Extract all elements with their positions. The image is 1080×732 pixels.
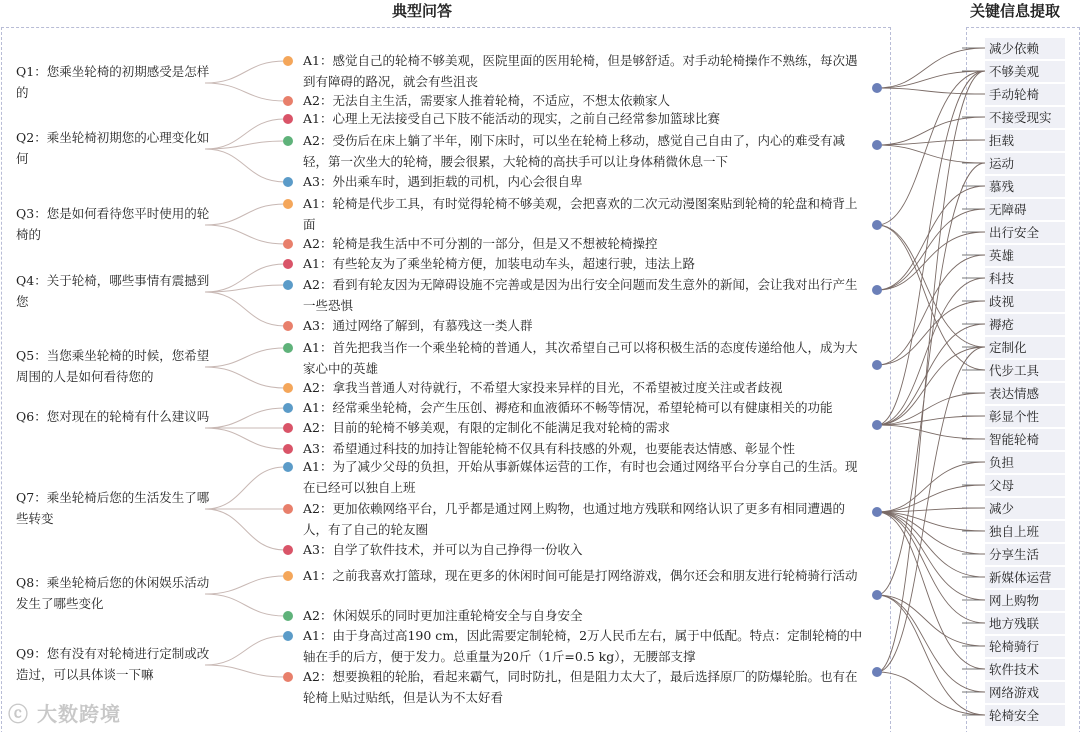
keyword-item: 无障碍 [985, 199, 1065, 220]
answer-text: A2：目前的轮椅不够美观，有限的定制化不能满足我对轮椅的需求 [303, 420, 670, 435]
keyword-item: 定制化 [985, 337, 1065, 358]
keyword-item: 运动 [985, 153, 1065, 174]
keyword-item: 轮椅骑行 [985, 636, 1065, 657]
question-answer-link [205, 428, 285, 449]
question-answer-link [205, 576, 285, 594]
question-text: Q4：关于轮椅，哪些事情有震撼到您 [16, 273, 210, 309]
keyword-item: 网络游戏 [985, 682, 1065, 703]
node-keyword-link [877, 512, 985, 600]
question-text: Q7：乘坐轮椅后您的生活发生了哪些转变 [16, 490, 210, 526]
answer-dot [283, 672, 293, 682]
answer-dot [283, 423, 293, 433]
question-node-dot [872, 667, 882, 677]
keyword-item: 减少 [985, 498, 1065, 519]
question-answer-link [205, 408, 285, 428]
answer-dot [283, 611, 293, 621]
answer-text: A1：首先把我当作一个乘坐轮椅的普通人，其次希望自己可以将积极生活的态度传递给他人，成为大家心中的英雄 [303, 340, 858, 376]
keyword-item: 不够美观 [985, 61, 1065, 82]
answer-text: A1：之前我喜欢打篮球，现在更多的休闲时间可能是打网络游戏，偶尔还会和朋友进行轮椅骑行活动 [303, 568, 858, 583]
keyword-item: 减少依赖 [985, 38, 1065, 59]
answer-dot [283, 177, 293, 187]
keyword-item: 轮椅安全 [985, 705, 1065, 726]
question-node-dot [872, 590, 882, 600]
keyword-item: 软件技术 [985, 659, 1065, 680]
answer-dot [283, 199, 293, 209]
keyword-item: 科技 [985, 268, 1065, 289]
answer-dot [283, 403, 293, 413]
answer-dot [283, 383, 293, 393]
node-keyword-link [877, 186, 985, 290]
answer-dot [283, 259, 293, 269]
left-title: 典型问答 [392, 2, 453, 20]
answer-dot [283, 545, 293, 555]
node-keyword-link [877, 71, 985, 672]
question-answer-link [205, 509, 285, 550]
question-text: Q3：您是如何看待您平时使用的轮椅的 [16, 206, 210, 242]
question-answer-link [205, 264, 285, 292]
node-keyword-link [877, 512, 985, 554]
question-text: Q5：当您乘坐轮椅的时候，您希望周围的人是如何看待您的 [16, 348, 210, 384]
question-node-dot [872, 360, 882, 370]
keyword-item: 出行安全 [985, 222, 1065, 243]
answer-text: A2：受伤后在床上躺了半年，刚下床时，可以坐在轮椅上移动，感觉自己自由了，内心的难受有减轻，第一次坐大的轮椅，腰会很累，大轮椅的高扶手可以让身体稍微休息一下 [303, 133, 845, 169]
question-text: Q9：您有没有对轮椅进行定制或改造过，可以具体谈一下嘛 [16, 646, 210, 682]
question-node-dot [872, 285, 882, 295]
answer-dot [283, 136, 293, 146]
keyword-item: 慕残 [985, 176, 1065, 197]
node-keyword-link [877, 512, 985, 623]
answer-text: A2：拿我当普通人对待就行，不希望大家投来异样的目光，不希望被过度关注或者歧视 [303, 380, 783, 395]
keyword-item: 独自上班 [985, 521, 1065, 542]
question-answer-link [205, 149, 285, 182]
answer-dot [283, 280, 293, 290]
node-keyword-link [877, 301, 985, 365]
keyword-item: 表达情感 [985, 383, 1065, 404]
question-node-dot [872, 507, 882, 517]
keyword-item: 父母 [985, 475, 1065, 496]
question-answer-link [205, 204, 285, 225]
node-keyword-link [877, 672, 985, 715]
question-answer-link [205, 367, 285, 388]
question-node-dot [872, 220, 882, 230]
answer-text: A2：轮椅是我生活中不可分割的一部分，但是又不想被轮椅操控 [303, 236, 658, 251]
keyword-item: 代步工具 [985, 360, 1065, 381]
keyword-item: 手动轮椅 [985, 84, 1065, 105]
node-keyword-link [877, 232, 985, 290]
answer-dot [283, 239, 293, 249]
answer-text: A1：经常乘坐轮椅，会产生压创、褥疮和血液循环不畅等情况，希望轮椅可以有健康相关的功能 [303, 400, 833, 415]
keyword-item: 英雄 [985, 245, 1065, 266]
question-answer-link [205, 467, 285, 509]
question-node-dot [872, 140, 882, 150]
node-keyword-link [877, 140, 985, 145]
keyword-item: 负担 [985, 452, 1065, 473]
answer-dot [283, 114, 293, 124]
answer-dot [283, 444, 293, 454]
answer-text: A3：自学了软件技术，并可以为自己挣得一份收入 [303, 542, 583, 557]
question-node-dot [872, 420, 882, 430]
answer-dot [283, 631, 293, 641]
keyword-item: 分享生活 [985, 544, 1065, 565]
question-answer-link [205, 348, 285, 367]
watermark-logo: ⓒ 大数跨境 [8, 702, 121, 726]
question-answer-link [205, 292, 285, 326]
keyword-item: 不接受现实 [985, 107, 1065, 128]
question-node-dot [872, 83, 882, 93]
answer-text: A3：外出乘车时，遇到拒载的司机，内心会很自卑 [303, 174, 583, 189]
right-title: 关键信息提取 [970, 2, 1061, 20]
node-keyword-link [877, 145, 985, 163]
question-answer-link [205, 225, 285, 244]
node-keyword-link [877, 71, 985, 88]
question-answer-link [205, 636, 285, 665]
answer-dot [283, 343, 293, 353]
node-keyword-link [877, 117, 985, 145]
answer-text: A2：想要换粗的轮胎，看起来霸气，同时防扎，但是阻力太大了，最后选择原厂的防爆轮胎。也有在轮椅上贴过贴纸，但是认为不太好看 [303, 669, 858, 705]
keyword-item: 网上购物 [985, 590, 1065, 611]
answer-dot [283, 96, 293, 106]
answer-dot [283, 504, 293, 514]
answer-text: A1：为了减少父母的负担，开始从事新媒体运营的工作，有时也会通过网络平台分享自己的生活。现在已经可以独自上班 [303, 459, 858, 495]
question-text: Q1：您乘坐轮椅的初期感受是怎样的 [16, 64, 210, 100]
keyword-item: 智能轮椅 [985, 429, 1065, 450]
answer-text: A1：由于身高过高190 cm，因此需要定制轮椅，2万人民币左右，属于中低配。特点：定制轮椅的中轴在手的后方，便于发力。总重量为20斤（1斤=0.5 kg），无腰部支撑 [303, 628, 863, 664]
node-keyword-link [877, 425, 985, 439]
answer-dot [283, 462, 293, 472]
node-keyword-link [877, 225, 985, 370]
keyword-item: 拒载 [985, 130, 1065, 151]
answer-text: A2：更加依赖网络平台，几乎都是通过网上购物，也通过地方残联和网络认识了更多有相同遭遇的人，有了自己的轮友圈 [303, 501, 845, 537]
answer-text: A1：轮椅是代步工具，有时觉得轮椅不够美观，会把喜欢的二次元动漫图案贴到轮椅的轮盘和椅背上面 [303, 196, 858, 232]
keyword-item: 地方残联 [985, 613, 1065, 634]
node-keyword-link [877, 512, 985, 577]
question-answer-link [205, 83, 285, 101]
node-keyword-link [877, 48, 985, 88]
question-text: Q6：您对现在的轮椅有什么建议吗 [16, 409, 210, 424]
node-keyword-link [877, 462, 985, 512]
answer-text: A1：感觉自己的轮椅不够美观，医院里面的医用轮椅，但是够舒适。对手动轮椅操作不熟练，每次遇到有障碍的路况，就会有些沮丧 [303, 53, 858, 89]
answer-text: A2：休闲娱乐的同时更加注重轮椅安全与自身安全 [303, 608, 583, 623]
question-answer-link [205, 61, 285, 83]
question-text: Q8：乘坐轮椅后您的休闲娱乐活动发生了哪些变化 [16, 575, 210, 611]
answer-dot [283, 571, 293, 581]
question-text: Q2：乘坐轮椅初期您的心理变化如何 [16, 130, 210, 166]
node-keyword-link [877, 278, 985, 425]
answer-text: A2：无法自主生活，需要家人推着轮椅，不适应，不想太依赖家人 [303, 93, 670, 108]
node-keyword-link [877, 347, 985, 425]
keyword-item: 褥疮 [985, 314, 1065, 335]
answer-text: A3：希望通过科技的加持让智能轮椅不仅具有科技感的外观，也要能表达情感、彰显个性 [303, 441, 795, 456]
keyword-item: 歧视 [985, 291, 1065, 312]
answer-text: A1：心理上无法接受自己下肢不能活动的现实，之前自己经常参加篮球比赛 [303, 111, 720, 126]
answer-text: A3：通过网络了解到，有慕残这一类人群 [303, 318, 533, 333]
answer-dot [283, 321, 293, 331]
keyword-item: 新媒体运营 [985, 567, 1065, 588]
answer-dot [283, 56, 293, 66]
question-answer-link [205, 594, 285, 616]
answer-text: A2：看到有轮友因为无障碍设施不完善或是因为出行安全问题而发生意外的新闻，会让我对出行产生一些恐惧 [303, 277, 858, 313]
node-keyword-link [877, 71, 985, 425]
keyword-item: 彰显个性 [985, 406, 1065, 427]
question-answer-link [205, 665, 285, 677]
answer-text: A1：有些轮友为了乘坐轮椅方便，加装电动车头，超速行驶，违法上路 [303, 256, 695, 271]
